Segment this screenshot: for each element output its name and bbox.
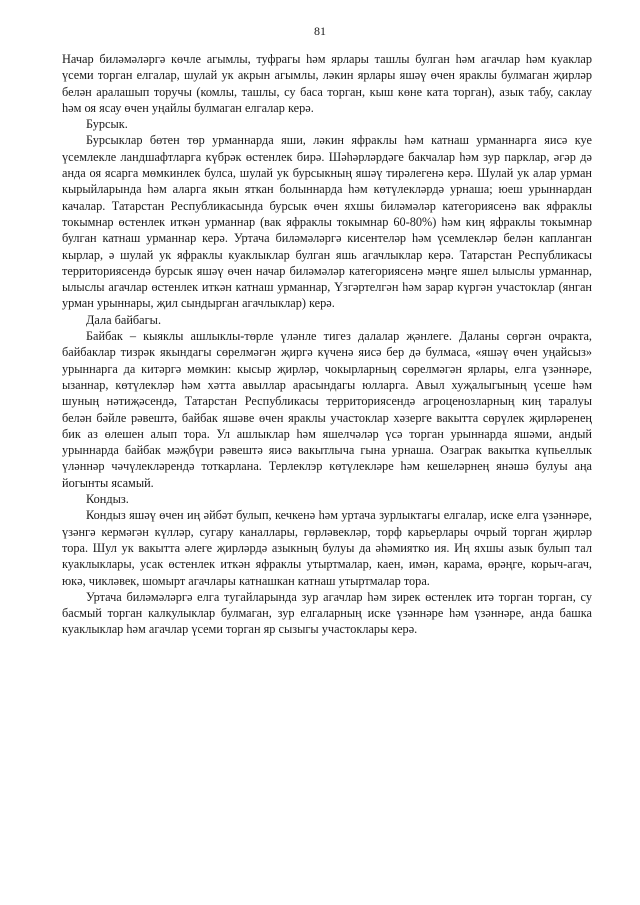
page-number: 81 (314, 24, 326, 38)
paragraph-beaver: Кондыз яшәү өчен иң әйбәт булып, кечкенә һәм уртача зурлыктагы елгалар, иске елга үзәннәре, үзәнгә кермәгән күлләр, сугару каналлары, гөрләвекләр, торф карьерлары очрый торган җирләр тора. Шул ук вакытта әлеге җирләрдә азыкның булуы да әһәмиятко ия. Иң яхшы азык булып тал куаклыклары, усак өстенлек иткән яфраклы утыртмалар, каен, имән, карама, өрәңге, корыч-агач, юкә, чикләвек, шомырт агачлары катнашкан катнаш утыртмалар тора. (62, 508, 592, 588)
paragraph-marmot: Байбак – кыяклы ашлыклы-төрле үләнле тигез далалар җәнлеге. Даланы сөргән очракта, байбаклар тизрәк якындагы сөрелмәгән җиргә күченә яисә бер дә булмаса, «яшәү өчен уңайсыз» урыннарга да китәргә мөмкин: кысыр җирләр, чокырларның сөрелмәгән ярлары, елга үзәннәре, ызаннар, көтүлекләр һәм хәтта авыллар арасындагы юлларга. Авыл хуҗалыгының үсеше һәм шуның нәтиҗәсендә, Татарстан Республикасы территориясендә агроценозларның киң таралуы белән бәйле рәвештә, байбак яшәве өчен яраклы участоклар хәзерге вакытта сөрүлек җирләренең бик аз өлешен алып тора. Ул ашлыклар һәм яшелчәләр үсә торган урыннарда яшәми, андый урыннарда байбак мәҗбүри рәвештә яисә вакытлыча гына урнаша. Озаграк вакытка күпьеллык үләннәр чәчүлекләрендә тоткарлана. Терлеклэр көтүлекләре һәм кешеләрнең янәшә булуы аңа йогынты ясамый. (62, 329, 592, 490)
paragraph-badger: Бурсыклар бөтен төр урманнарда яши, ләкин яфраклы һәм катнаш урманнарга яисә куе үсемлекле ландшафтларга күбрәк өстенлек бирә. Шәһәрләрдәге бакчалар һәм зур парклар, әгәр дә анда оя ясарга мөмкинлек булса, шулай ук бурсыкның яшәү тирәлегенә керә. Шулай ук алар урман кырыйларында һәм аларга якын яткан болыннарда һәм көтүлекләрдә урнаша; юеш урыннардан качалар. Татарстан Республикасында бурсык өчен яхшы биләмәләр категориясенә вак яфраклы токымнар өстенлек иткән урманнар (вак яфраклы токымнар 60-80%) һәм киң яфраклы токымнар булган катнаш урманнар керә. Уртача биләмәләргә кисентеләр һәм үсемлекләр белән капланган кырлар, ә шулай ук яфраклы куаклыклар булган яшь агачлыклар керә. Татарстан Республикасы территориясендә бурсык яшәү өчен начар биләмәләр категориясенә мәңге яшел ылыслы урманнар, ылыслы агачлар өстенлек иткән катнаш урманнар, Үзгәртелгән һәм зарар күргән участоклар (янган урман урыннары, җил сындырган агачлыклар) керә. (62, 133, 592, 311)
heading-beaver: Кондыз. (86, 492, 129, 507)
heading-marmot: Дала байбагы. (86, 312, 162, 327)
paragraph-intro: Начар биләмәләргә көчле агымлы, туфрагы һәм ярлары ташлы булган һәм агачлар һәм куаклар үсеми торган елгалар, шулай ук акрын агымлы, ләкин ярлары яшәү өчен яраклы булмаган җирләр белән аралашып торучы (комлы, ташлы, су баса торган, кыш көне ката торган), азык табу, саклау һәм оя ясау өчен уңайлы булмаган елгалар керә. (62, 52, 592, 115)
paragraph-beaver-medium: Уртача биләмәләргә елга тугайларында зур агачлар һәм зирек өстенлек итә торган торган, су басмый торган калкулыклар булмаган, зур елгаларның иске үзәннәре һәм үзәннәре, анда башка куаклыклар һәм агачлар үсеми торган яр сызыгы участоклары керә. (62, 589, 592, 637)
heading-badger: Бурсык. (86, 117, 128, 132)
page-body (62, 51, 592, 638)
